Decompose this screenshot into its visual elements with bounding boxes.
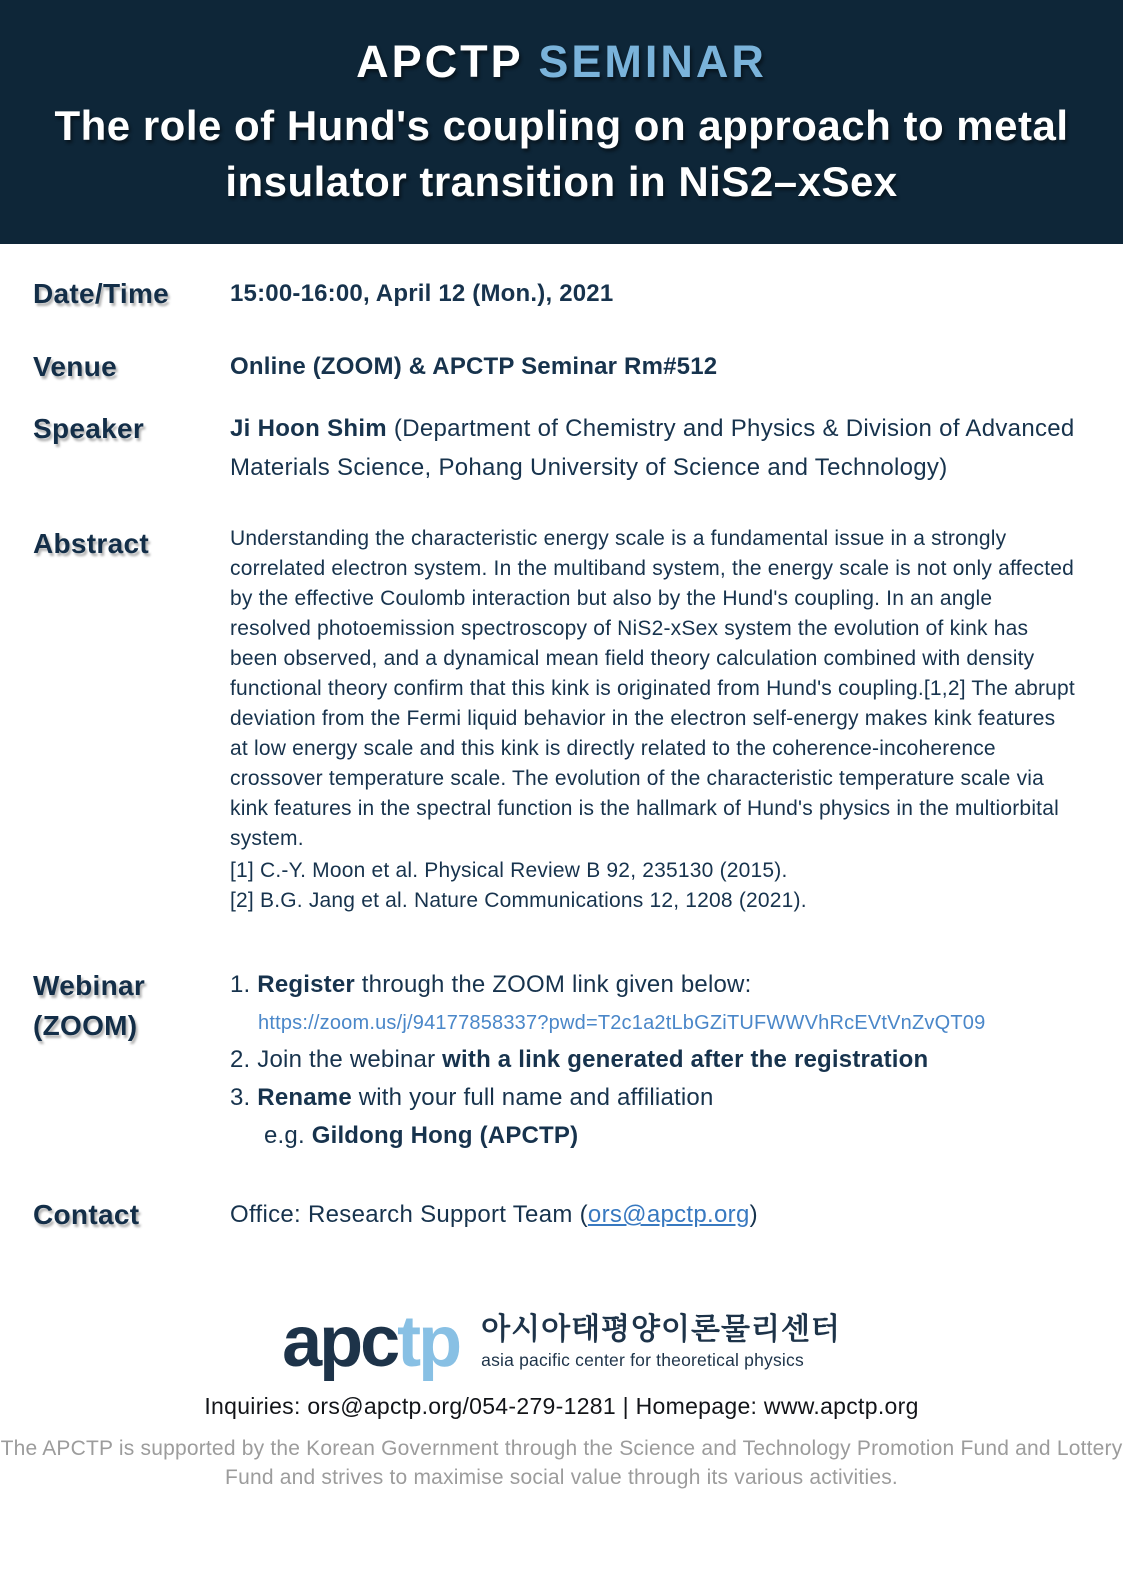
- apctp-logo: [0, 1302, 1123, 1382]
- header-banner: [0, 0, 1123, 244]
- rename-example: e.g. Gildong Hong (APCTP): [264, 1122, 579, 1149]
- reference-1: [1] C.-Y. Moon et al. Physical Review B 92, 235130 (2015).: [230, 859, 788, 882]
- speaker-value: [230, 409, 1075, 487]
- reference-2: [2] B.G. Jang et al. Nature Communications 12, 1208 (2021).: [230, 889, 807, 912]
- talk-title-line1: The role of Hund's coupling on approach to metal: [54, 102, 1069, 149]
- inquiries-line: Inquiries: ors@apctp.org/054-279-1281 | Homepage: www.apctp.org: [204, 1393, 919, 1419]
- venue-label: Venue: [33, 351, 117, 382]
- speaker-label: Speaker: [33, 413, 145, 444]
- abstract-label: Abstract: [33, 528, 149, 559]
- webinar-step-1: 1. Register through the ZOOM link given below:: [230, 971, 752, 998]
- support-note: The APCTP is supported by the Korean Government through the Science and Technology Promotion Fund and Lottery Fund and strives to maximise social value through its various activities.: [0, 1437, 1123, 1489]
- abstract-text: Understanding the characteristic energy scale is a fundamental issue in a strongly correlated electron system. In the multiband system, the energy scale is not only affected by the effective Coulomb interaction but also by the Hund's coupling. In an angle resolved photoemission spectroscopy of NiS2-xSex system the evolution of kink has been observed, and a dynamical mean field theory calculation combined with density functional theory confirm that this kink is originated from Hund's coupling.[1,2] The abrupt deviation from the Fermi liquid behavior in the electron self-energy makes kink features at low energy scale and this kink is directly related to the coherence-incoherence crossover temperature scale. The evolution of the characteristic temperature scale via kink features in the spectral function is the hallmark of Hund's physics in the multiorbital system.: [230, 527, 1075, 850]
- poster-body: [0, 244, 1123, 1235]
- webinar-label-line1: Webinar: [33, 970, 146, 1001]
- example-name: Gildong Hong (APCTP): [311, 1122, 579, 1149]
- register-keyword: Register: [257, 971, 355, 998]
- webinar-step-3: 3. Rename with your full name and affiliation: [230, 1084, 714, 1111]
- talk-title-line2: insulator transition in NiS2–xSex: [225, 158, 898, 205]
- poster-footer: [0, 1302, 1123, 1492]
- apctp-korean-name: 아시아태평양이론물리센터: [481, 1313, 841, 1346]
- venue-value: Online (ZOOM) & APCTP Seminar Rm#512: [230, 353, 718, 380]
- webinar-steps: [230, 966, 1120, 1155]
- contact-value: Office: Research Support Team (ors@apctp.org): [230, 1201, 758, 1228]
- contact-label: Contact: [33, 1199, 140, 1230]
- registration-link-keyword: with a link generated after the registration: [442, 1046, 929, 1073]
- rename-keyword: Rename: [257, 1084, 352, 1111]
- datetime-row: [0, 274, 1123, 314]
- speaker-name: Ji Hoon Shim: [230, 415, 387, 442]
- webinar-row: [0, 966, 1123, 1155]
- webinar-label-line2: (ZOOM): [33, 1010, 138, 1041]
- apctp-logo-names: [481, 1312, 841, 1372]
- venue-row: [0, 347, 1123, 387]
- speaker-affiliation: (Department of Chemistry and Physics & Division of Advanced Materials Science, Pohang University of Science and Technology): [230, 415, 1075, 481]
- zoom-registration-link[interactable]: https://zoom.us/j/94177858337?pwd=T2c1a2tLbGZiTUFWWVhRcEVtVnZvQT09: [258, 1012, 986, 1034]
- datetime-label: Date/Time: [33, 278, 170, 309]
- speaker-row: [0, 409, 1123, 487]
- datetime-value: 15:00-16:00, April 12 (Mon.), 2021: [230, 280, 614, 307]
- apctp-logo-wordmark: apctp: [282, 1302, 460, 1382]
- abstract-row: [0, 524, 1123, 916]
- contact-email-link[interactable]: ors@apctp.org: [587, 1201, 750, 1228]
- series-title-apctp: APCTP: [356, 36, 539, 87]
- series-title: [0, 36, 1123, 88]
- webinar-label: [33, 966, 230, 1046]
- contact-row: [0, 1195, 1123, 1235]
- series-title-seminar: SEMINAR: [538, 36, 767, 87]
- talk-title: [0, 98, 1123, 210]
- apctp-english-name: asia pacific center for theoretical physics: [481, 1350, 804, 1370]
- references: [230, 856, 1075, 916]
- zoom-link-line: [230, 1004, 1075, 1041]
- webinar-step-2: 2. Join the webinar with a link generated after the registration: [230, 1046, 929, 1073]
